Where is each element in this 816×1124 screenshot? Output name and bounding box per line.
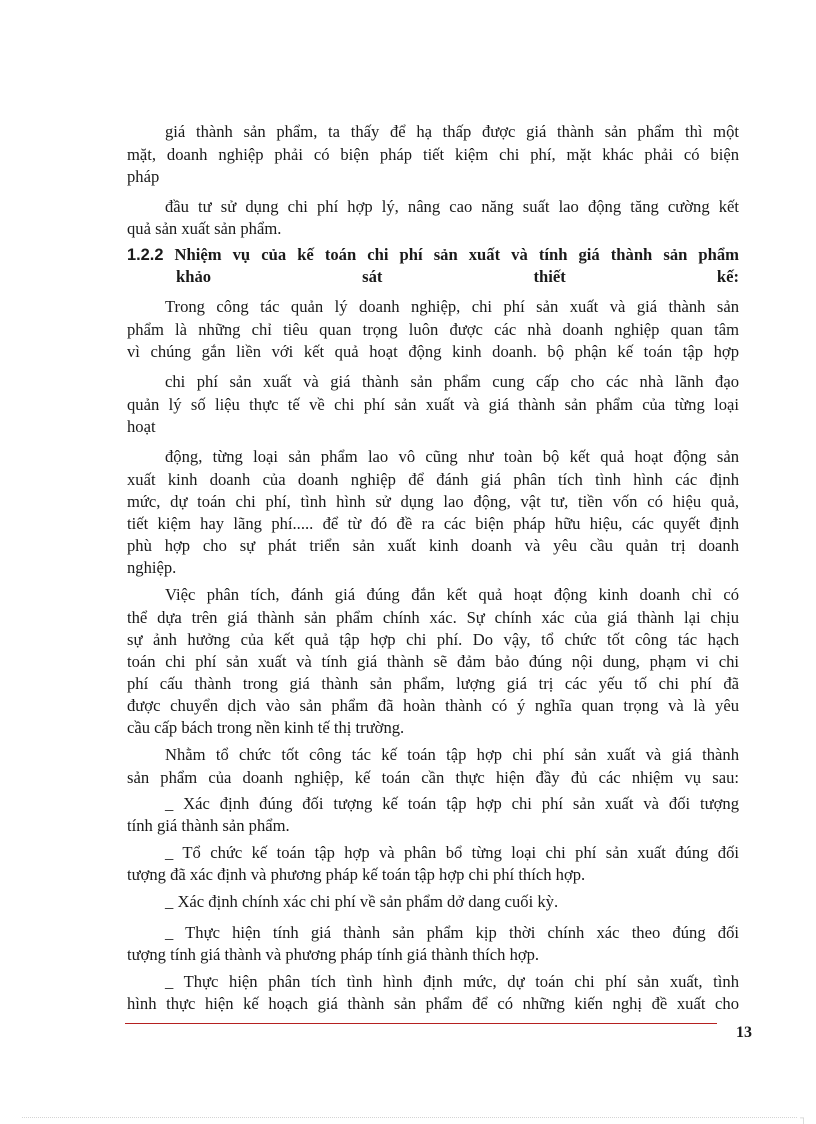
text-line: quản lý số liệu thực tế về chi phí sản xuất và giá thành sản phẩm của từng loại [127, 395, 739, 414]
list-item: _ Tổ chức kế toán tập hợp và phân bổ từng loại chi phí sản xuất đúng đối [165, 843, 739, 862]
text-line: toán chi phí sản xuất và tính giá thành sẽ đảm bảo đúng nội dung, phạm vi chi [127, 652, 739, 671]
text-line: chi phí sản xuất và giá thành sản phẩm cung cấp cho các nhà lãnh đạo [165, 372, 739, 391]
footer-rule [125, 1023, 717, 1024]
section-heading [127, 244, 739, 266]
text-line: xuất kinh doanh của doanh nghiệp để đánh giá phân tích tình hình các định [127, 470, 739, 489]
page-number: 13 [736, 1024, 752, 1041]
section-heading-continued: khảo sát thiết kế: [176, 267, 739, 286]
text-line: nghiệp. [127, 558, 177, 577]
text-line: sản phẩm của doanh nghiệp, kế toán cần thực hiện đầy đủ các nhiệm vụ sau: [127, 768, 739, 787]
list-item-continued: hình thực hiện kế hoạch giá thành sản phẩm để có những kiến nghị đề xuất cho [127, 994, 739, 1013]
text-line: phù hợp cho sự phát triển sản xuất kinh doanh và yêu cầu quản trị doanh [127, 536, 739, 555]
text-line: mức, dự toán chi phí, tình hình sử dụng lao động, vật tư, tiền vốn có hiệu quả, [127, 492, 739, 511]
text-line: thể dựa trên giá thành sản phẩm chính xác. Sự chính xác của giá thành lại chịu [127, 608, 739, 627]
list-item-continued: tượng tính giá thành và phương pháp tính giá thành thích hợp. [127, 945, 540, 964]
list-item-continued: tượng đã xác định và phương pháp kế toán tập hợp chi phí thích hợp. [127, 865, 586, 884]
text-line: phí cấu thành trong giá thành sản phẩm, lượng giá trị các yếu tố chi phí đã [127, 674, 739, 693]
text-line: giá thành sản phẩm, ta thấy để hạ thấp được giá thành sản phẩm thì một [165, 122, 739, 141]
text-line: cầu cấp bách trong nền kinh tế thị trường. [127, 718, 405, 737]
section-heading-text: Nhiệm vụ của kế toán chi phí sản xuất và tính giá thành sản phẩm [174, 245, 739, 264]
list-item: _ Xác định chính xác chi phí về sản phẩm dở dang cuối kỳ. [165, 892, 559, 911]
text-line: Trong công tác quản lý doanh nghiệp, chi phí sản xuất và giá thành sản [165, 297, 739, 316]
text-line: hoạt [127, 417, 156, 436]
page-edge-divider [22, 1117, 797, 1118]
text-line: quả sản xuất sản phẩm. [127, 219, 282, 238]
text-line: Việc phân tích, đánh giá đúng đắn kết quả hoạt động kinh doanh chỉ có [165, 585, 739, 604]
text-line: Nhằm tổ chức tốt công tác kế toán tập hợp chi phí sản xuất và giá thành [165, 745, 739, 764]
text-line: pháp [127, 167, 160, 186]
text-line: mặt, doanh nghiệp phải có biện pháp tiết kiệm chi phí, mặt khác phải có biện [127, 145, 739, 164]
text-line: tiết kiệm hay lãng phí..... để từ đó đề ra các biện pháp hữu hiệu, các quyết định [127, 514, 739, 533]
text-line: vì chúng gắn liền với kết quả hoạt động kinh doanh. bộ phận kế toán tập hợp [127, 342, 739, 361]
text-line: phẩm là những chỉ tiêu quan trọng luôn được các nhà doanh nghiệp quan tâm [127, 320, 739, 339]
list-item: _ Thực hiện tính giá thành sản phẩm kịp thời chính xác theo đúng đối [165, 923, 739, 942]
text-line: động, từng loại sản phẩm lao vô cũng như toàn bộ kết quả hoạt động sản [165, 447, 739, 466]
text-line: được chuyển dịch vào sản phẩm đã hoàn thành có ý nghĩa quan trọng và là yêu [127, 696, 739, 715]
list-item: _ Xác định đúng đối tượng kế toán tập hợp chi phí sản xuất và đối tượng [165, 794, 739, 813]
list-item: _ Thực hiện phân tích tình hình định mức, dự toán chi phí sản xuất, tình [165, 972, 739, 991]
list-item-continued: tính giá thành sản phẩm. [127, 816, 290, 835]
text-line: đầu tư sử dụng chi phí hợp lý, nâng cao năng suất lao động tăng cường kết [165, 197, 739, 216]
section-number: 1.2.2 [127, 246, 164, 264]
text-line: sự ảnh hưởng của kết quả tập hợp chi phí. Do vậy, tổ chức tốt công tác hạch [127, 630, 739, 649]
page-edge-corner: ┐ [800, 1113, 808, 1124]
